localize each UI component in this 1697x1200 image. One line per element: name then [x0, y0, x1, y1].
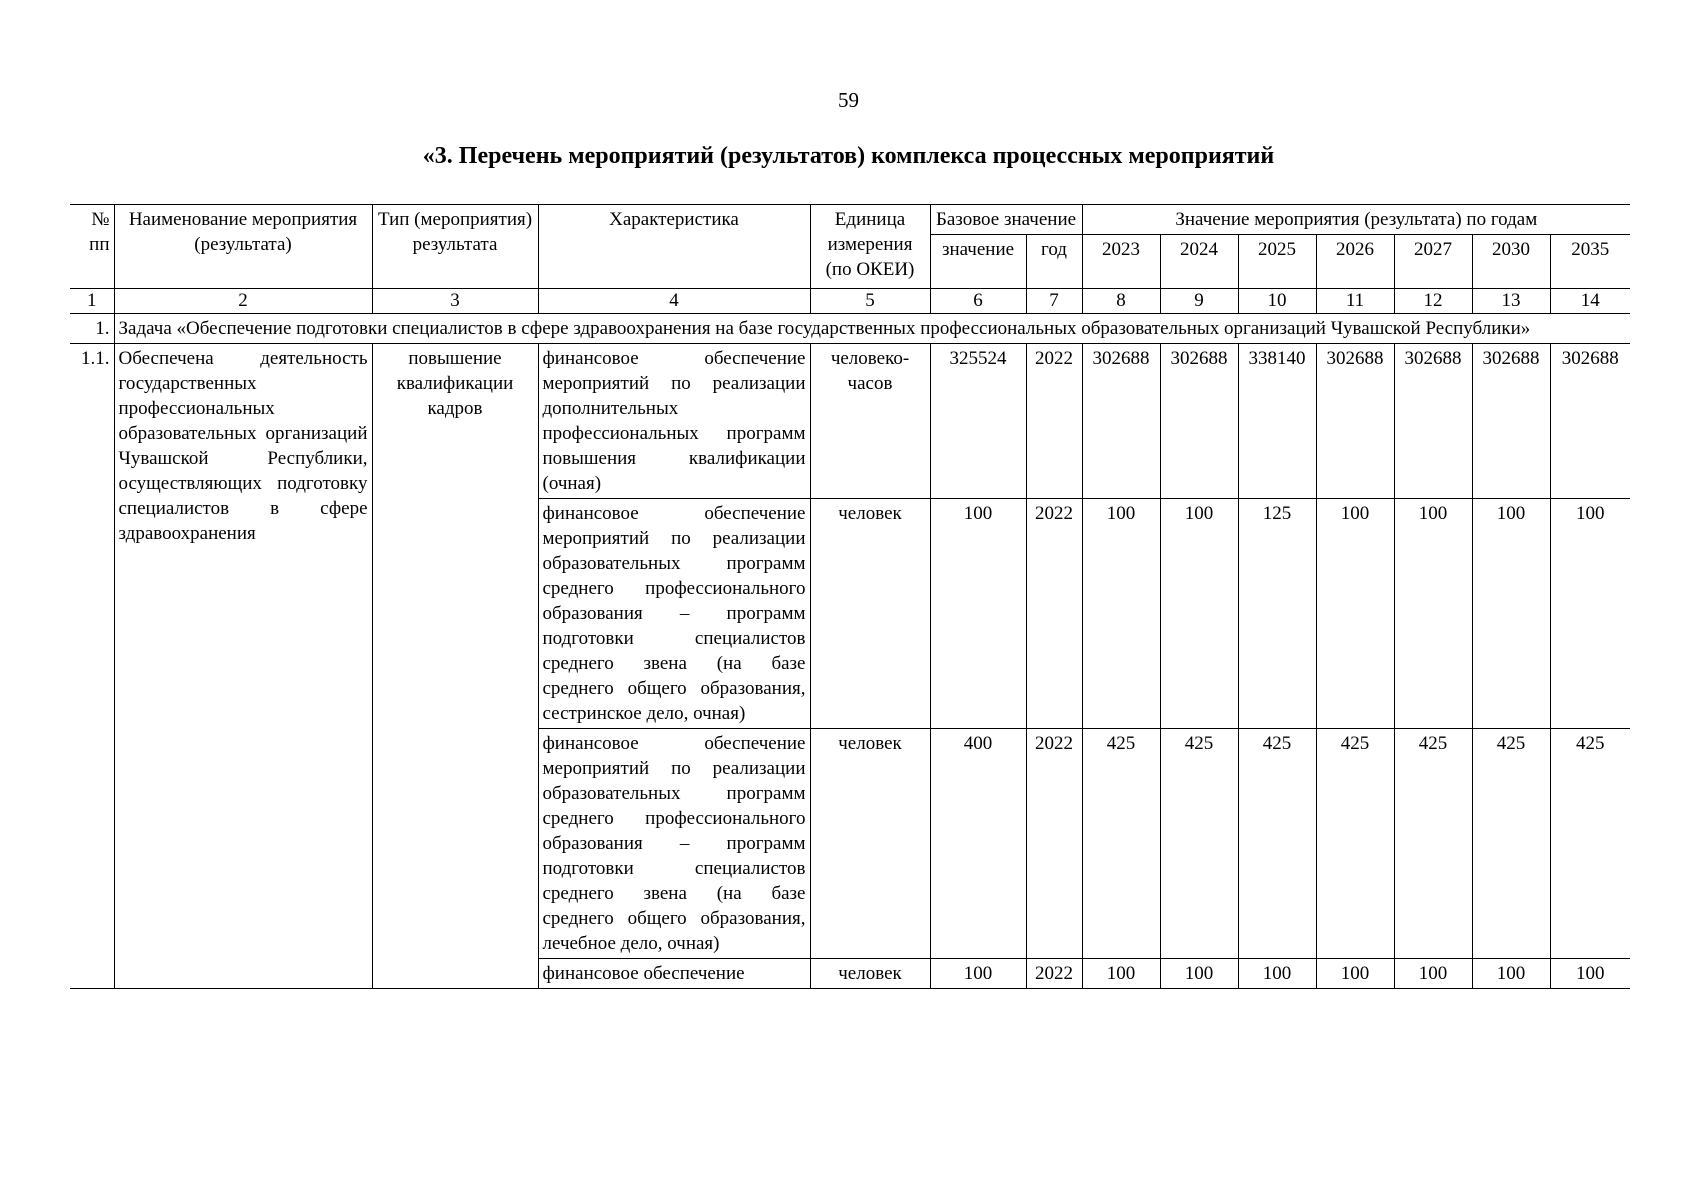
row-value: 100 — [1472, 499, 1550, 729]
row-value: 302688 — [1082, 344, 1160, 499]
row-value: 425 — [1238, 729, 1316, 959]
page-number: 59 — [838, 88, 859, 112]
column-number: 3 — [372, 289, 538, 314]
row-value: 302688 — [1316, 344, 1394, 499]
activity-row — [70, 344, 1630, 499]
header-base-year: год — [1026, 235, 1082, 289]
row-value: 425 — [1472, 729, 1550, 959]
column-number: 13 — [1472, 289, 1550, 314]
row-characteristic: финансовое обеспечение мероприятий по реализации дополнительных профессиональных программ повышения квалификации (очная) — [538, 344, 810, 499]
column-number: 1 — [70, 289, 114, 314]
row-value: 302688 — [1160, 344, 1238, 499]
header-year: 2023 — [1082, 235, 1160, 289]
row-unit: человеко-часов — [810, 344, 930, 499]
row-value: 425 — [1394, 729, 1472, 959]
column-number: 8 — [1082, 289, 1160, 314]
activities-table — [70, 204, 1630, 989]
header-no: № пп — [70, 205, 114, 289]
header-year: 2030 — [1472, 235, 1550, 289]
row-value: 302688 — [1550, 344, 1630, 499]
row-base-year: 2022 — [1026, 959, 1082, 989]
header-year: 2026 — [1316, 235, 1394, 289]
row-base-value: 400 — [930, 729, 1026, 959]
activity-type: повышение квалификации кадров — [372, 344, 538, 989]
activity-name: Обеспечена деятельность государственных профессиональных образовательных организаций Чувашской Республики, осуществляющих подготовку специалистов в сфере здравоохранения — [114, 344, 372, 989]
row-characteristic: финансовое обеспечение мероприятий по реализации образовательных программ среднего профессионального образования – программ подготовки специалистов среднего звена (на базе среднего общего образования, сестринское дело, очная) — [538, 499, 810, 729]
header-year: 2035 — [1550, 235, 1630, 289]
column-number: 12 — [1394, 289, 1472, 314]
row-base-year: 2022 — [1026, 499, 1082, 729]
column-number: 2 — [114, 289, 372, 314]
row-unit: человек — [810, 729, 930, 959]
row-base-value: 100 — [930, 959, 1026, 989]
document-title: «3. Перечень мероприятий (результатов) комплекса процессных мероприятий — [422, 143, 1275, 169]
row-value: 100 — [1082, 499, 1160, 729]
row-value: 100 — [1316, 499, 1394, 729]
header-by-years: Значение мероприятия (результата) по годам — [1082, 205, 1630, 235]
task-number: 1. — [70, 314, 114, 344]
row-value: 302688 — [1394, 344, 1472, 499]
activity-number: 1.1. — [70, 344, 114, 989]
row-base-year: 2022 — [1026, 729, 1082, 959]
row-value: 425 — [1316, 729, 1394, 959]
row-value: 425 — [1160, 729, 1238, 959]
column-number: 14 — [1550, 289, 1630, 314]
header-year: 2025 — [1238, 235, 1316, 289]
row-value: 125 — [1238, 499, 1316, 729]
header-type: Тип (мероприятия) результата — [372, 205, 538, 289]
row-value: 100 — [1238, 959, 1316, 989]
row-value: 425 — [1550, 729, 1630, 959]
column-number: 11 — [1316, 289, 1394, 314]
row-value: 100 — [1316, 959, 1394, 989]
header-year: 2024 — [1160, 235, 1238, 289]
row-unit: человек — [810, 499, 930, 729]
row-value: 100 — [1160, 499, 1238, 729]
column-numbers-row — [70, 289, 1630, 314]
column-number: 6 — [930, 289, 1026, 314]
row-value: 100 — [1472, 959, 1550, 989]
column-number: 4 — [538, 289, 810, 314]
row-value: 100 — [1394, 499, 1472, 729]
task-row — [70, 314, 1630, 344]
row-base-value: 100 — [930, 499, 1026, 729]
header-characteristic: Характеристика — [538, 205, 810, 289]
row-base-year: 2022 — [1026, 344, 1082, 499]
header-unit: Единица измерения (по ОКЕИ) — [810, 205, 930, 289]
row-base-value: 325524 — [930, 344, 1026, 499]
column-number: 5 — [810, 289, 930, 314]
row-value: 100 — [1550, 959, 1630, 989]
row-characteristic: финансовое обеспечение — [538, 959, 810, 989]
row-value: 425 — [1082, 729, 1160, 959]
row-characteristic: финансовое обеспечение мероприятий по реализации образовательных программ среднего профессионального образования – программ подготовки специалистов среднего звена (на базе среднего общего образования, лечебное дело, очная) — [538, 729, 810, 959]
header-name: Наименование мероприятия (результата) — [114, 205, 372, 289]
header-row-1 — [70, 205, 1630, 235]
column-number: 7 — [1026, 289, 1082, 314]
header-year: 2027 — [1394, 235, 1472, 289]
header-base-value: значение — [930, 235, 1026, 289]
task-text: Задача «Обеспечение подготовки специалистов в сфере здравоохранения на базе государственных профессиональных образовательных организаций Чувашской Республики» — [114, 314, 1630, 344]
column-number: 9 — [1160, 289, 1238, 314]
column-number: 10 — [1238, 289, 1316, 314]
row-value: 100 — [1160, 959, 1238, 989]
row-unit: человек — [810, 959, 930, 989]
row-value: 302688 — [1472, 344, 1550, 499]
header-base: Базовое значение — [930, 205, 1082, 235]
row-value: 338140 — [1238, 344, 1316, 499]
row-value: 100 — [1550, 499, 1630, 729]
row-value: 100 — [1082, 959, 1160, 989]
row-value: 100 — [1394, 959, 1472, 989]
